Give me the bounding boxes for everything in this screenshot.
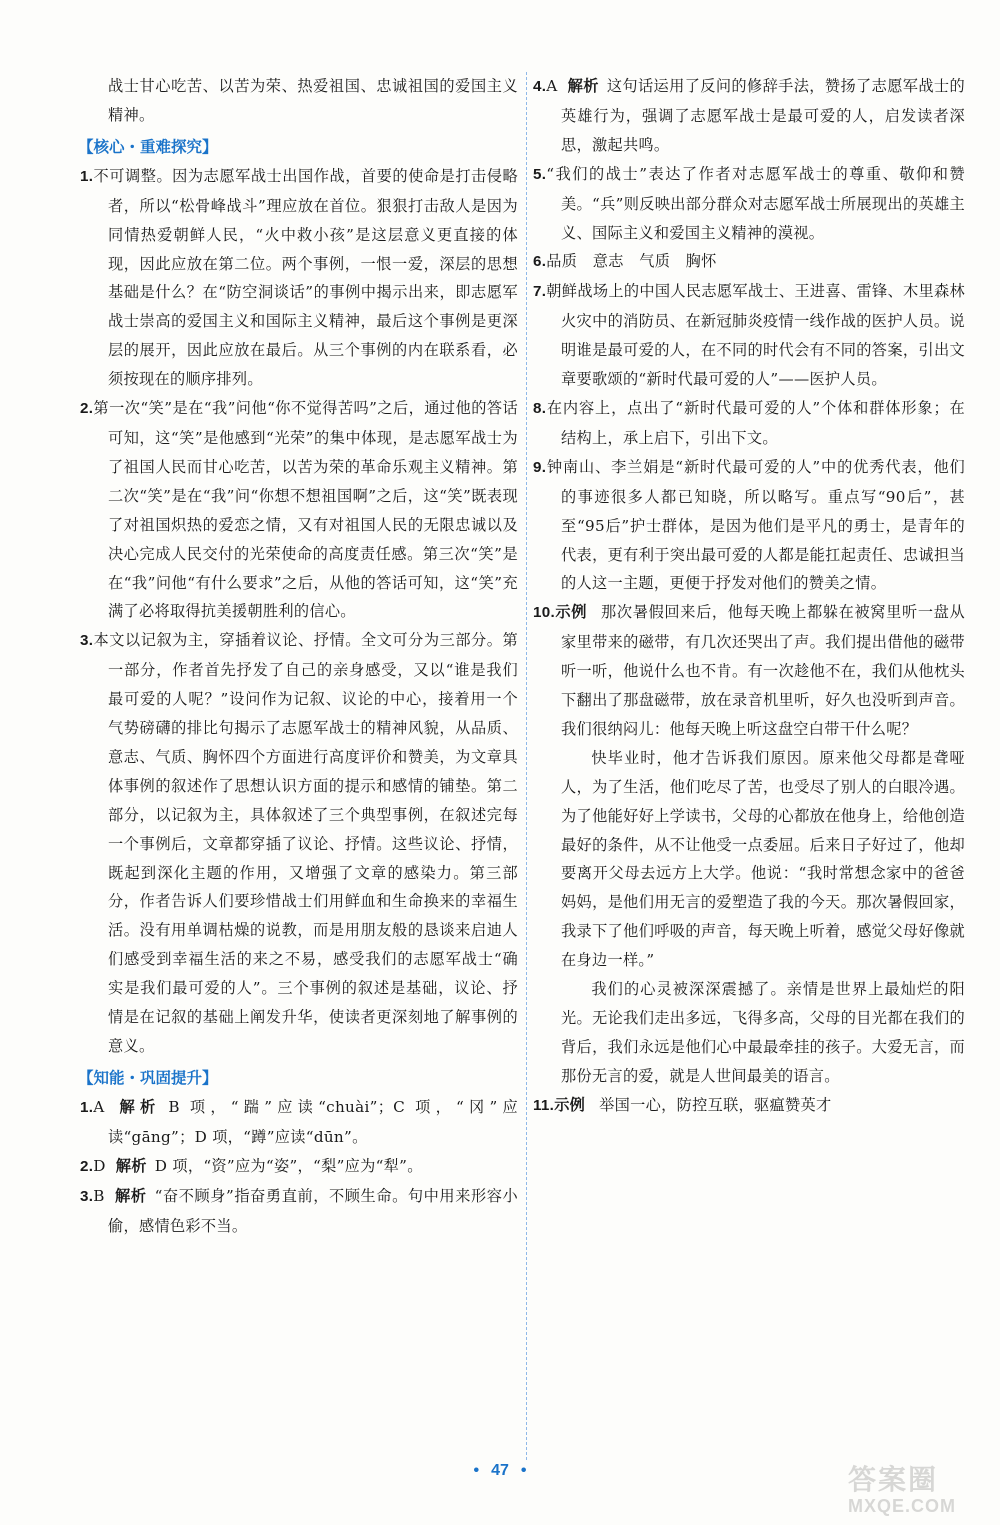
item-text: 举国一心，防控互联，驱瘟赞英才 (599, 1095, 832, 1114)
answer-item-example (533, 1091, 965, 1121)
page-dot: • (473, 1462, 480, 1479)
watermark-url: MXQE.COM (848, 1496, 957, 1516)
item-number: 2. (80, 400, 94, 418)
essay-paragraph: 快毕业时，他才告诉我们原因。原来他父母都是聋哑人，为了生活，他们吃尽了苦，也受尽了别人的白眼冷遇。为了他能好好上学读书，父母的心都放在他身上，给他创造最好的条件，从不让他受一点委屈。后来日子好过了，他却要离开父母去远方上大学。他说：“我时常想念家中的爸爸妈妈，是他们用无言的爱塑造了我的今天。那次暑假回家，我录下了他们呼吸的声音，每天晚上听着，感觉父母好像就在身边一样。” (561, 748, 965, 970)
analysis-label: 解析 (567, 77, 599, 95)
item-number: 4. (533, 78, 547, 95)
item-text: 本文以记叙为主，穿插着议论、抒情。全文可分为三部分。第一部分，作者首先抒发了自己的亲身感受，又以“谁是我们最可爱的人呢？”设问作为记叙、议论的中心，接着用一个气势磅礴的排比句揭示了志愿军战士的精神风貌，从品质、意志、气质、胸怀四个方面进行高度评价和赞美，为文章具体事例的叙述作了思想认识方面的提示和感情的铺垫。第二部分，以记叙为主，具体叙述了三个典型事例，在叙述完每一个事例后，文章都穿插了议论、抒情。这些议论、抒情，既起到深化主题的作用，又增强了文章的感染力。第三部分，作者告诉人们要珍惜战士们用鲜血和生命换来的幸福生活。没有用单调枯燥的说教，而是用朋友般的恳谈来启迪人们感受到幸福生活的来之不易，感受我们的志愿军战士“确实是我们最可爱的人”。三个事例的叙述是基础，议论、抒情是在记叙的基础上阐发升华，使读者更深刻地了解事例的意义。 (93, 631, 518, 1055)
left-column (80, 72, 518, 1240)
answer-item (80, 1152, 518, 1182)
item-text: 朝鲜战场上的中国人民志愿军战士、王进喜、雷锋、木里森林火灾中的消防员、在新冠肺炎疫情一线作战的医护人员。说明谁是最可爱的人，在不同的时代会有不同的答案，引出文章要歌颂的“新时代最可爱的人”——医护人员。 (546, 282, 965, 389)
item-number: 1. (80, 1098, 94, 1116)
item-number: 3. (80, 632, 94, 650)
answer-item (80, 162, 518, 394)
item-text: 不可调整。因为志愿军战士出国作战，首要的使命是打击侵略者，所以“松骨峰战斗”理应放在首位。狠狠打击敌人是因为同情热爱朝鲜人民，“火中救小孩”是这层意义更直接的体现，因此应放在第二位。两个事例，一恨一爱，深层的思想基础是什么？在“防空洞谈话”的事例中揭示出来，即志愿军战士崇高的爱国主义和国际主义精神，最后这个事例是更深层的展开，因此应放在最后。从三个事例的内在联系看，必须按现在的顺序排列。 (93, 166, 518, 389)
watermark-logo (848, 1458, 988, 1520)
item-text: 这句话运用了反问的修辞手法，赞扬了志愿军战士的英雄行为，强调了志愿军战士是最可爱的人，启发读者深思，激起共鸣。 (561, 77, 965, 154)
analysis-label: 解析 (115, 1156, 147, 1175)
analysis-label: 解析 (114, 1186, 147, 1205)
item-number: 9. (533, 458, 547, 476)
example-label: 示例 (554, 1095, 586, 1114)
answer-item (533, 277, 965, 394)
answer-item (533, 72, 965, 160)
item-text: D 项，“资”应为“姿”，“梨”应为“犁”。 (154, 1156, 423, 1175)
answer-item (533, 247, 965, 277)
essay-paragraph: 那次暑假回来后，他每天晚上都躲在被窝里听一盘从家里带来的磁带，有几次还哭出了声。我们提出借他的磁带听一听，他说什么也不肯。有一次趁他不在，我们从他枕头下翻出了那盘磁带，放在录音机里听，好久也没听到声音。我们很纳闷儿：他每天晚上听这盘空白带干什么呢？ (561, 603, 965, 738)
item-text: 品质 意志 气质 胸怀 (546, 252, 717, 271)
answer-item (533, 160, 965, 248)
item-text: 第一次“笑”是在“我”问他“你不觉得苦吗”之后，通过他的答话可知，这“笑”是他感到“光荣”的集中体现，是志愿军战士为了祖国人民而甘心吃苦，以苦为荣的革命乐观主义精神。第二次“笑”是在“我”问“你想不想祖国啊”之后，这“笑”既表现了对祖国炽热的爱恋之情，又有对祖国人民的无限忠诚以及决心完成人民交付的光荣使命的高度责任感。第三次“笑”是在“我”问他“有什么要求”之后，从他的答话可知，这“笑”充满了必将取得抗美援朝胜利的信心。 (93, 399, 518, 621)
item-number: 1. (80, 167, 94, 185)
analysis-label: 解析 (114, 1097, 161, 1116)
answer-item (80, 394, 518, 626)
item-text: “我们的战士”表达了作者对志愿军战士的尊重、敬仰和赞美。“兵”则反映出部分群众对志愿军战士所展现出的英雄主义、国际主义和爱国主义精神的漠视。 (546, 164, 965, 242)
item-number: 2. (80, 1157, 94, 1175)
answer-choice: A (93, 1097, 105, 1116)
item-number: 6. (533, 253, 547, 271)
example-label: 示例 (555, 603, 588, 622)
section-title-consolidate: 【知能・巩固提升】 (78, 1068, 218, 1087)
answer-item (80, 1093, 518, 1152)
watermark-title: 答案圈 (848, 1463, 939, 1496)
item-number: 10. (533, 604, 556, 622)
answer-item (533, 453, 965, 599)
item-number: 3. (80, 1187, 94, 1205)
item-text: 在内容上，点出了“新时代最可爱的人”个体和群体形象；在结构上，承上启下，引出下文。 (546, 398, 965, 447)
answer-choice: B (93, 1186, 105, 1205)
column-divider (526, 72, 527, 1460)
right-column (533, 72, 965, 1121)
answer-choice: A (546, 77, 558, 95)
item-text: 钟南山、李兰娟是“新时代最可爱的人”中的优秀代表，他们的事迹很多人都已知晓，所以略写。重点写“90后”，甚至“95后”护士群体，是因为他们是平凡的勇士，是青年的代表，更有利于突出最可爱的人都是能扛起责任、忠诚担当的人这一主题，更便于抒发对他们的赞美之情。 (546, 457, 965, 593)
item-number: 8. (533, 399, 547, 417)
section-title-core: 【核心・重难探究】 (78, 137, 218, 156)
item-text: B 项，“踹”应读“chuài”；C 项，“冈”应读“gāng”；D 项，“蹲”应读“dūn”。 (108, 1097, 518, 1146)
answer-item-example (533, 598, 965, 744)
answer-item (533, 394, 965, 453)
essay-paragraph: 我们的心灵被深深震撼了。亲情是世界上最灿烂的阳光。无论我们走出多远，飞得多高，父母的目光都在我们的背后，我们永远是他们心中最最牵挂的孩子。大爱无言，而那份无言的爱，就是人世间最美的语言。 (561, 980, 965, 1085)
item-text: “奋不顾身”指奋勇直前，不顾生命。句中用来形容小偷，感情色彩不当。 (108, 1186, 518, 1235)
page-dot: • (520, 1462, 527, 1479)
continued-text: 战士甘心吃苦、以苦为荣、热爱祖国、忠诚祖国的爱国主义精神。 (108, 77, 518, 124)
answer-item (80, 626, 518, 1061)
page-number-value: 47 (491, 1462, 509, 1479)
answer-item (80, 1182, 518, 1241)
item-number: 11. (533, 1096, 555, 1114)
item-number: 7. (533, 283, 547, 301)
item-number: 5. (533, 165, 547, 183)
answer-choice: D (93, 1156, 106, 1175)
